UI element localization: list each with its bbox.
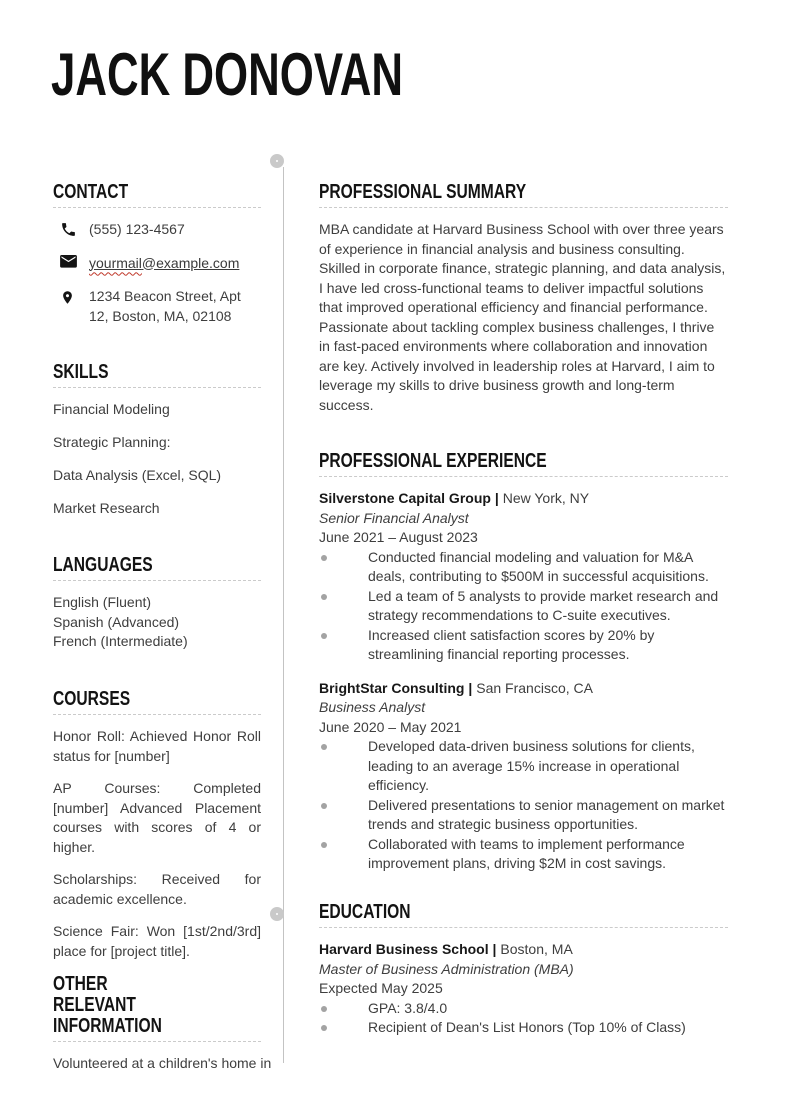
summary-section bbox=[319, 182, 728, 415]
phone-icon bbox=[53, 220, 89, 240]
degree: Master of Business Administration (MBA) bbox=[319, 960, 574, 977]
course-item: Honor Roll: Achieved Honor Roll status for [number] bbox=[53, 728, 261, 764]
timeline-line bbox=[283, 167, 284, 1063]
job-dates: June 2021 – August 2023 bbox=[319, 529, 478, 545]
summary-heading: PROFESSIONAL SUMMARY bbox=[319, 181, 527, 203]
job-title: Senior Financial Analyst bbox=[319, 509, 469, 526]
skill-item: Data Analysis (Excel, SQL) bbox=[53, 467, 222, 483]
bullet-item: Recipient of Dean's List Honors (Top 10% of Class) bbox=[319, 1018, 728, 1038]
dashed-divider bbox=[53, 580, 261, 581]
bullet-item: Delivered presentations to senior management on market trends and strategic business opportunities. bbox=[319, 796, 728, 835]
dashed-divider bbox=[319, 476, 728, 477]
courses-heading: COURSES bbox=[53, 688, 131, 710]
timeline-dot-top bbox=[270, 154, 284, 168]
languages-list bbox=[53, 593, 261, 652]
summary-text: MBA candidate at Harvard Business School with over three years of experience in financial analysis and business consulting. Skilled in corporate finance, strategic planning, and data analysis, I have led cross-functional teams to deliver impactful solutions that improved operational efficiency and financial performance. Passionate about tackling complex business challenges, I thrive in fast-paced environments where collaboration and innovation are key. Actively involved in leadership roles at Harvard, I aim to leverage my skills to drive business growth and long-term success. bbox=[319, 221, 726, 413]
dashed-divider bbox=[53, 1041, 261, 1042]
other-info-text: Volunteered at a children's home in bbox=[53, 1055, 272, 1071]
company-location: New York, NY bbox=[502, 490, 590, 506]
school-line bbox=[319, 940, 728, 960]
email-icon bbox=[53, 254, 89, 274]
bullet-item: GPA: 3.8/4.0 bbox=[319, 999, 728, 1019]
skill-item: Strategic Planning: bbox=[53, 434, 171, 450]
company-location: San Francisco, CA bbox=[476, 679, 593, 696]
course-item: AP Courses: Completed [number] Advanced Placement courses with scores of 4 or higher. bbox=[53, 780, 261, 855]
course-item: Science Fair: Won [1st/2nd/3rd] place for [project title]. bbox=[53, 923, 261, 959]
school-location: Boston, MA bbox=[500, 941, 573, 957]
bullet-item: Collaborated with teams to implement performance improvement plans, driving $2M in cost savings. bbox=[319, 835, 728, 874]
bullet-item: Increased client satisfaction scores by 20% by streamlining financial reporting processes. bbox=[319, 626, 728, 665]
skills-section bbox=[53, 362, 261, 532]
school-name: Harvard Business School | bbox=[319, 941, 497, 957]
other-info-heading: OTHER RELEVANT INFORMATION bbox=[53, 973, 162, 1037]
dashed-divider bbox=[319, 207, 728, 208]
skill-item: Financial Modeling bbox=[53, 401, 170, 417]
email-domain[interactable]: @example.com bbox=[141, 254, 240, 271]
address-value: 1234 Beacon Street, Apt 12, Boston, MA, 02108 bbox=[89, 288, 241, 324]
company-name: Silverstone Capital Group | bbox=[319, 490, 499, 506]
contact-heading: CONTACT bbox=[53, 181, 129, 203]
experience-section bbox=[319, 451, 728, 874]
dashed-divider bbox=[53, 714, 261, 715]
job-dates: June 2020 – May 2021 bbox=[319, 718, 462, 735]
dashed-divider bbox=[53, 207, 261, 208]
languages-heading: LANGUAGES bbox=[53, 554, 153, 576]
dashed-divider bbox=[53, 387, 261, 388]
contact-section bbox=[53, 182, 261, 340]
education-section bbox=[319, 902, 728, 1038]
email-row bbox=[53, 254, 261, 274]
email-user[interactable]: yourmail bbox=[89, 254, 142, 271]
bullet-item: Conducted financial modeling and valuation for M&A deals, contributing to $500M in successful acquisitions. bbox=[319, 548, 728, 587]
location-pin-icon bbox=[53, 287, 89, 326]
job-title: Business Analyst bbox=[319, 699, 426, 715]
phone-row bbox=[53, 220, 261, 240]
skills-heading: SKILLS bbox=[53, 361, 109, 383]
courses-list bbox=[53, 727, 261, 961]
job-company-line bbox=[319, 679, 728, 699]
job-bullets bbox=[319, 548, 728, 665]
address-row bbox=[53, 287, 261, 326]
job-company-line bbox=[319, 489, 728, 509]
email-link[interactable] bbox=[89, 254, 239, 274]
language-item: French (Intermediate) bbox=[53, 633, 188, 649]
skill-item: Market Research bbox=[53, 500, 160, 516]
courses-section bbox=[53, 689, 261, 961]
timeline-dot-education bbox=[270, 907, 284, 921]
experience-heading: PROFESSIONAL EXPERIENCE bbox=[319, 450, 547, 472]
dashed-divider bbox=[319, 927, 728, 928]
education-heading: EDUCATION bbox=[319, 901, 411, 923]
education-dates: Expected May 2025 bbox=[319, 980, 443, 996]
phone-value: (555) 123-4567 bbox=[89, 221, 185, 237]
education-bullets bbox=[319, 999, 728, 1038]
language-item: Spanish (Advanced) bbox=[53, 613, 180, 630]
skills-list bbox=[53, 400, 261, 519]
languages-section bbox=[53, 555, 261, 652]
other-info-section bbox=[53, 974, 275, 1074]
course-item: Scholarships: Received for academic excellence. bbox=[53, 871, 261, 907]
job-entry bbox=[319, 679, 728, 874]
language-item: English (Fluent) bbox=[53, 594, 152, 610]
bullet-item: Developed data-driven business solutions for clients, leading to an average 15% increase in operational efficiency. bbox=[319, 737, 728, 796]
job-entry bbox=[319, 489, 728, 665]
job-bullets bbox=[319, 737, 728, 874]
candidate-name: JACK DONOVAN bbox=[51, 41, 404, 108]
bullet-item: Led a team of 5 analysts to provide market research and strategy recommendations to C-suite executives. bbox=[319, 587, 728, 626]
company-name: BrightStar Consulting | bbox=[319, 679, 473, 696]
